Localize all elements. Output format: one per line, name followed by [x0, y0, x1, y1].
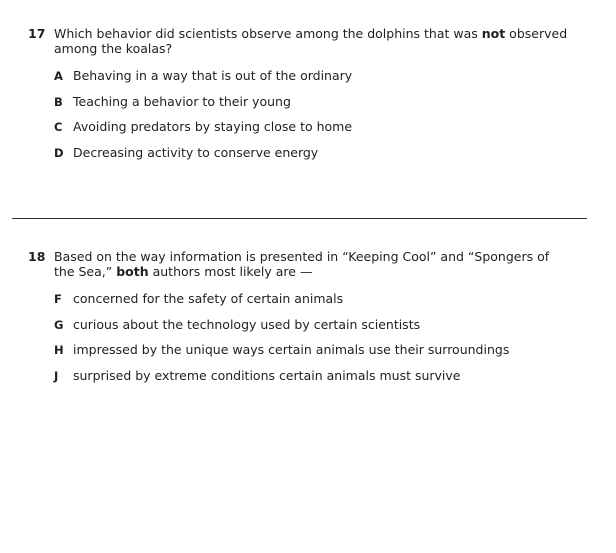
answer-options: [54, 68, 568, 170]
option-text: surprised by extreme conditions certain animals must survive: [73, 367, 461, 383]
answer-option-b[interactable]: [54, 94, 568, 120]
answer-options: [54, 291, 568, 393]
stem-text-end: observed among the koalas?: [54, 26, 568, 56]
option-letter: A: [54, 69, 63, 83]
answer-option-f[interactable]: [54, 291, 568, 317]
option-letter: C: [54, 120, 63, 134]
option-letter: F: [54, 292, 62, 306]
option-text: impressed by the unique ways certain animals use their surroundings: [73, 342, 510, 357]
option-text: concerned for the safety of certain animals: [73, 291, 344, 306]
option-text: Avoiding predators by staying close to home: [73, 119, 353, 134]
answer-option-h[interactable]: [54, 342, 568, 368]
option-letter: H: [54, 343, 64, 357]
question-number: 17: [28, 26, 46, 41]
stem-text-end: authors most likely are —: [148, 264, 313, 279]
option-text: Behaving in a way that is out of the ordinary: [73, 68, 353, 83]
stem-text-start: Based on the way information is presented in “Keeping Cool” and “Spongers of the Sea,”: [54, 249, 550, 279]
answer-option-g[interactable]: [54, 317, 568, 343]
answer-option-d[interactable]: [54, 145, 568, 171]
answer-option-a[interactable]: [54, 68, 568, 94]
option-letter: D: [54, 145, 64, 160]
question-text: [54, 249, 568, 279]
question-number: 18: [28, 249, 46, 264]
question-stem: [28, 249, 568, 279]
option-text: Decreasing activity to conserve energy: [73, 144, 319, 160]
option-text: Teaching a behavior to their young: [73, 93, 291, 109]
option-letter: J: [54, 368, 59, 383]
stem-text-start: Which behavior did scientists observe among the dolphins that was: [54, 26, 482, 41]
question-17: [28, 26, 568, 170]
question-text: [54, 26, 568, 56]
option-letter: B: [54, 94, 63, 109]
question-stem: [28, 26, 568, 56]
section-divider: [12, 218, 587, 219]
stem-emphasis: not: [481, 26, 506, 41]
question-18: [28, 249, 568, 393]
option-text: curious about the technology used by certain scientists: [73, 316, 421, 332]
answer-option-c[interactable]: [54, 119, 568, 145]
stem-emphasis: both: [116, 264, 149, 279]
answer-option-j[interactable]: [54, 368, 568, 394]
option-letter: G: [54, 317, 64, 332]
